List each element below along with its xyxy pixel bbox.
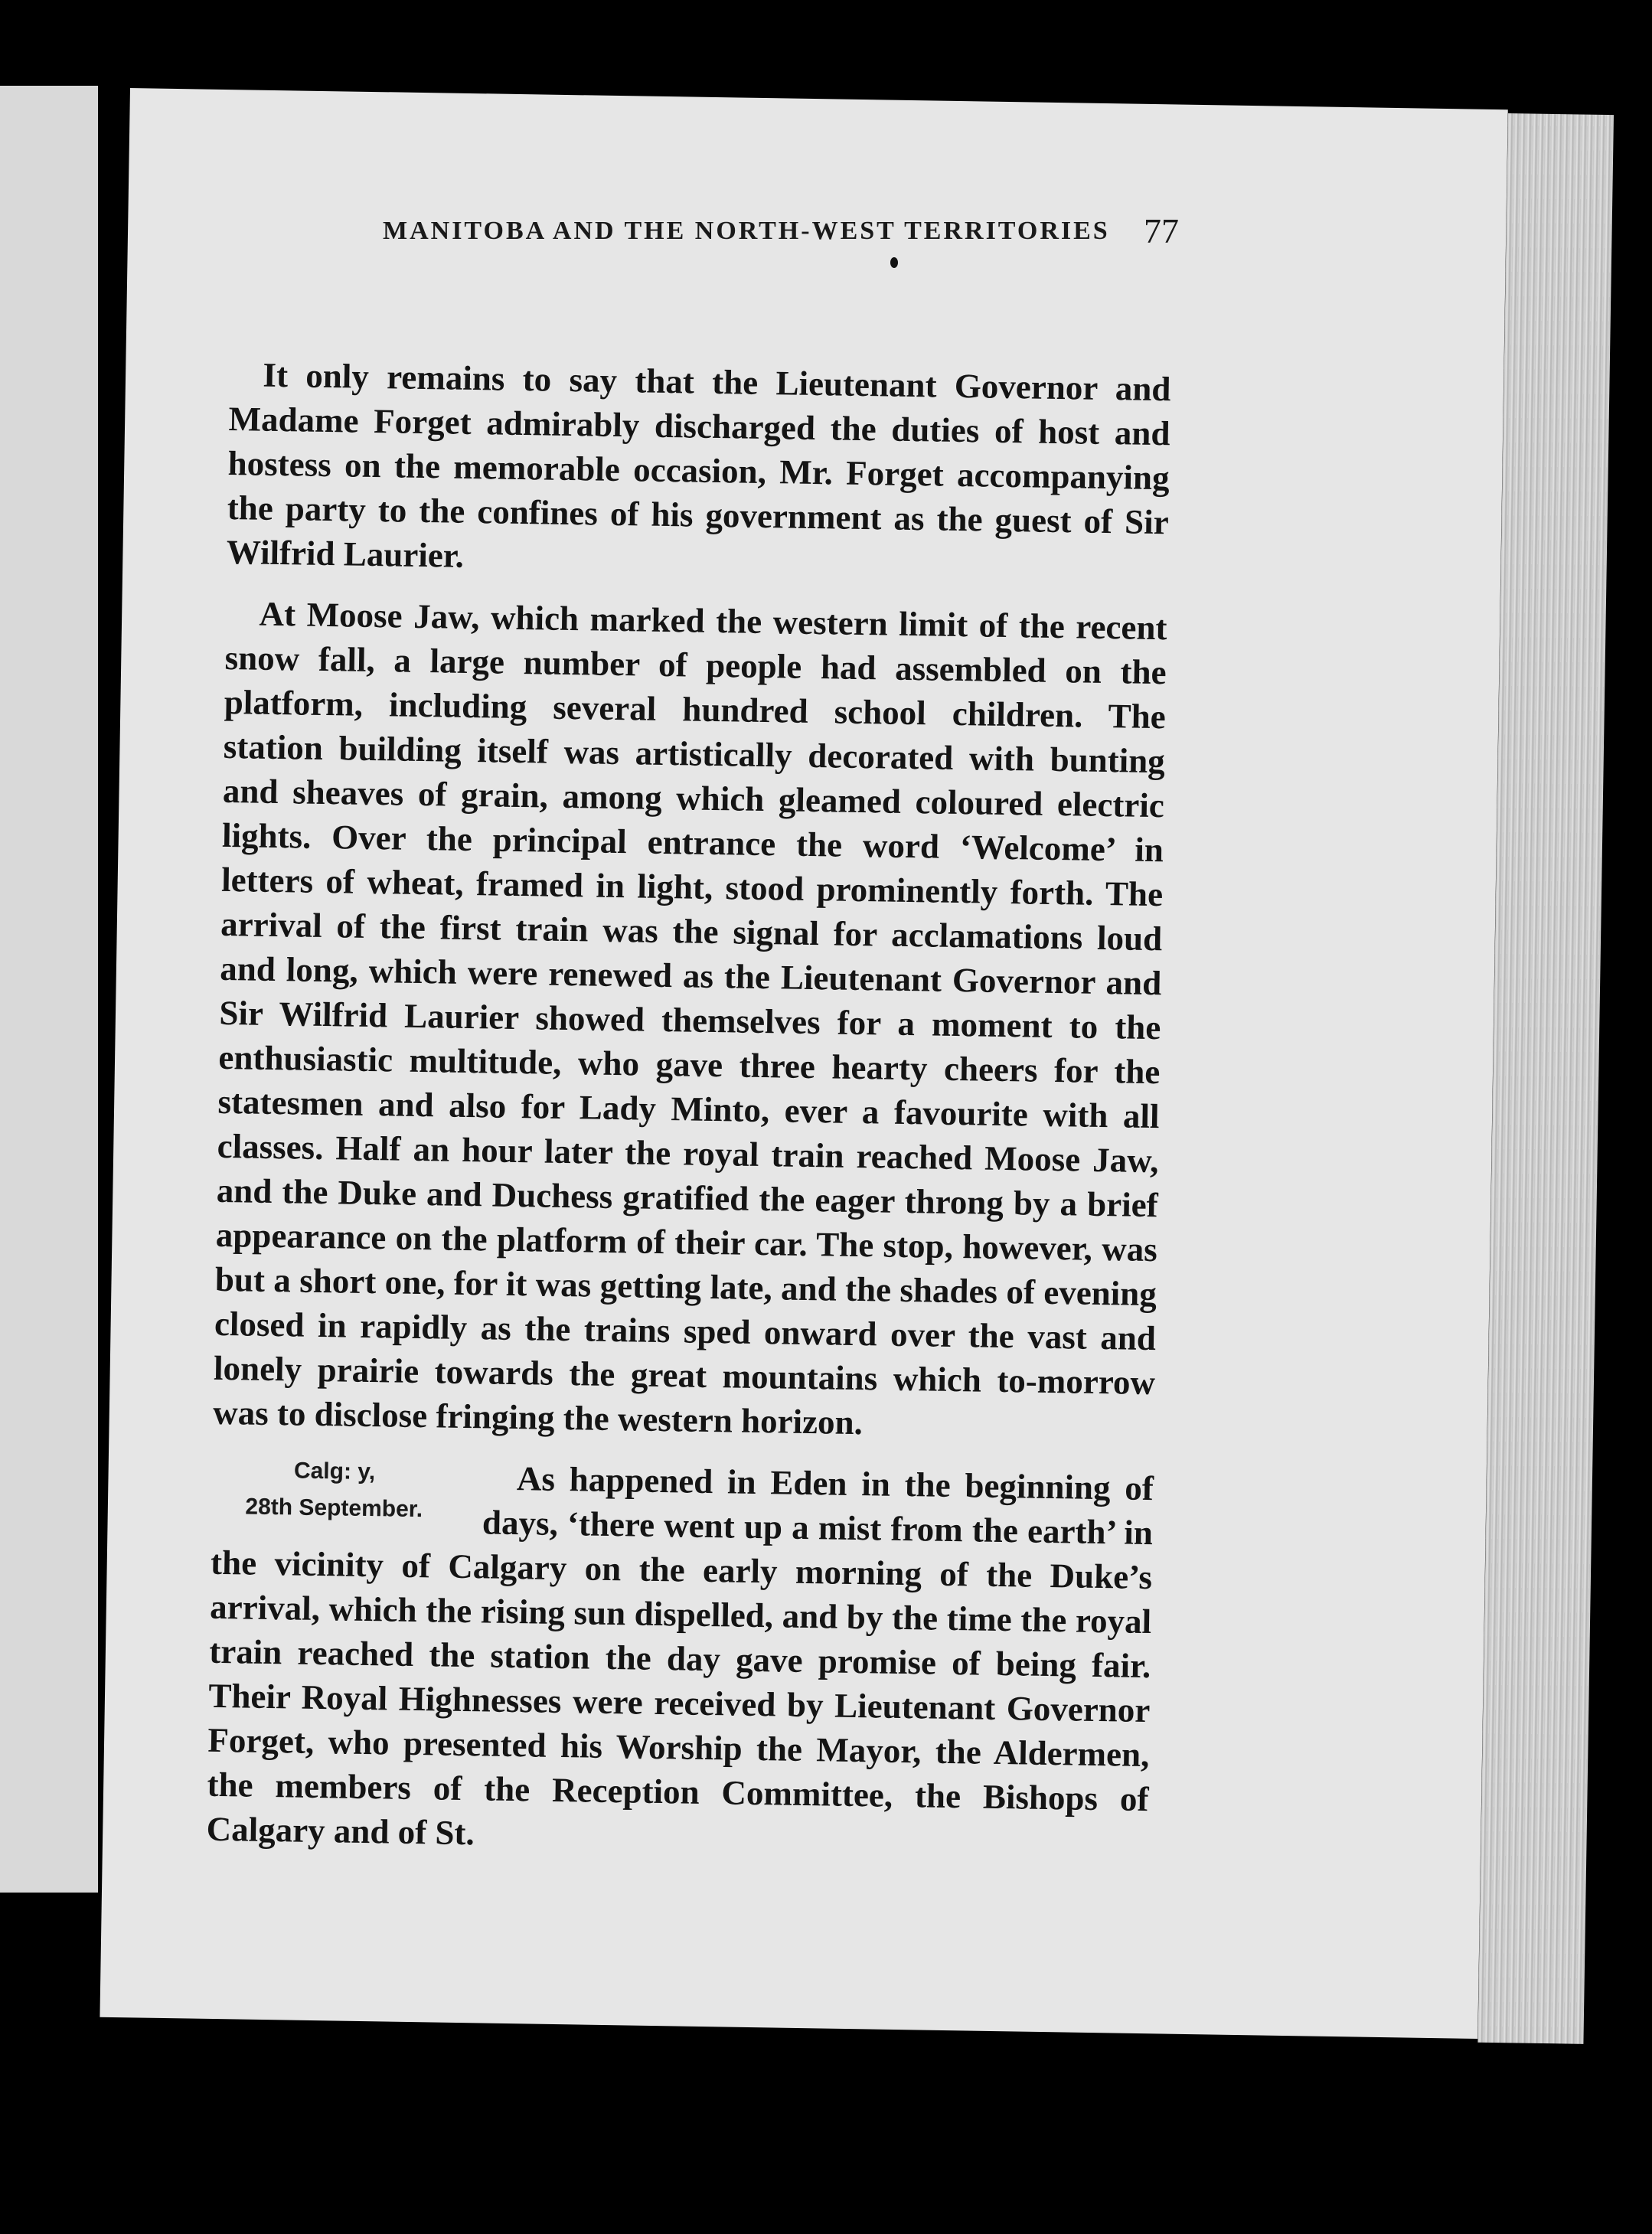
running-head: MANITOBA AND THE NORTH-WEST TERRITORIES [383,217,1110,245]
page-number: 77 [1144,211,1179,250]
body-text [206,352,1171,1883]
paragraph [206,1452,1154,1866]
margin-note-date: 28th September. [245,1494,423,1523]
margin-note [211,1452,457,1529]
paragraph: It only remains to say that the Lieutenant Governor and Madame Forget admirably discharged the duties of host and hostess on the memorable occasion, Mr. Forget accompanying the party to the confines of his government as the guest of Sir Wilfrid Laurier. [226,355,1171,575]
print-speck [890,257,898,268]
page-header [253,211,1179,256]
margin-note-place: Calg: y, [293,1458,376,1485]
paragraph: At Moose Jaw, which marked the western limit of the recent snow fall, a large number of people had assembled on the platform, including several hundred school children. The station building itself was artistically decorated with bunting and sheaves of grain, among which gleamed coloured electric lights. Over the principal entrance the word ‘Welcome’ in letters of wheat, framed in light, stood prominently forth. The arrival of the first train was the signal for acclamations loud and long, which were renewed as the Lieutenant Governor and Sir Wilfrid Laurier showed themselves for a moment to the enthusiastic multitude, who gave three hearty cheers for the statesmen and also for Lady Minto, ever a favourite with all classes. Half an hour later the royal train reached Moose Jaw, and the Duke and Duchess gratified the eager throng by a brief appearance on the platform of their car. The stop, however, was but a short one, for it was getting late, and the shades of evening closed in rapidly as the trains sped onward over the vast and lonely prairie towards the great mountains which to-morrow was to disclose fringing the western horizon. [212,594,1167,1442]
facing-page-edge [0,86,98,1893]
paragraph-text: As happened in Eden in the beginning of days, ‘there went up a mist from the earth’ in the vicinity of Calgary on the early morning of the Duke’s arrival, which the rising sun dispelled, and by the time the royal train reached the station the day gave promise of being fair. Their Royal Highnesses were received by Lieutenant Governor Forget, who presented his Worship the Mayor, the Aldermen, the members of the Reception Committee, the Bishops of Calgary and of St. [206,1459,1154,1853]
